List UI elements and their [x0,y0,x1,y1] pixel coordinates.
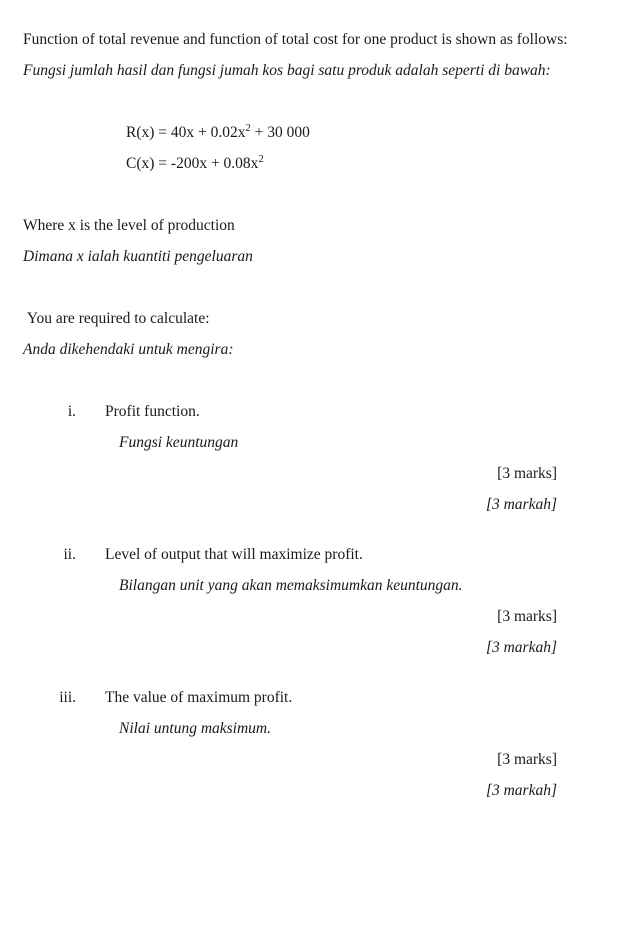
equation-revenue-exponent: 2 [245,122,251,134]
question-numeral-ii: ii. [63,546,76,563]
question-item-i [23,396,594,458]
marks-malay-i: [3 markah] [485,496,557,513]
question-numeral-i: i. [67,403,76,420]
question-body-ii [76,539,594,601]
question-body-i [76,396,594,458]
marks-block-iii [23,744,594,806]
variable-note-english: Where x is the level of production [23,217,235,234]
marks-english-iii: [3 marks] [497,751,557,768]
equation-cost-function [126,148,594,179]
question-english-i: Profit function. [105,403,200,420]
instruction-malay: Anda dikehendaki untuk mengira: [23,341,234,358]
spacer [23,520,594,539]
question-body-iii [76,682,594,744]
intro-malay: Fungsi jumlah hasil dan fungsi jumah kos bagi satu produk adalah seperti di bawah: [23,62,551,79]
spacer [23,663,594,682]
question-item-ii [23,539,594,601]
spacer [23,179,594,210]
spacer [23,86,594,117]
equation-cost-exponent: 2 [258,153,264,165]
equation-revenue-lhs: R(x) = 40x + 0.02x [126,124,246,141]
spacer [23,365,594,396]
question-english-iii: The value of maximum profit. [105,689,293,706]
question-malay-ii: Bilangan unit yang akan memaksimumkan keuntungan. [119,577,463,594]
marks-malay-ii: [3 markah] [485,639,557,656]
marks-block-ii [23,601,594,663]
spacer [23,272,594,303]
question-english-ii: Level of output that will maximize profit. [105,546,363,563]
question-item-iii [23,682,594,744]
marks-block-i [23,458,594,520]
marks-english-i: [3 marks] [497,465,557,482]
instruction-english: You are required to calculate: [23,310,210,327]
marks-english-ii: [3 marks] [497,608,557,625]
question-numeral-iii: iii. [59,689,76,706]
equation-revenue-rhs: + 30 000 [250,124,310,141]
intro-english: Function of total revenue and function of total cost for one product is shown as follows: [23,31,568,48]
equation-cost-lhs: C(x) = -200x + 0.08x [126,155,259,172]
question-malay-iii: Nilai untung maksimum. [119,720,271,737]
equations-block [23,117,594,179]
variable-note-malay: Dimana x ialah kuantiti pengeluaran [23,248,253,265]
question-malay-i: Fungsi keuntungan [119,434,239,451]
equation-revenue-function [126,117,594,148]
marks-malay-iii: [3 markah] [485,782,557,799]
